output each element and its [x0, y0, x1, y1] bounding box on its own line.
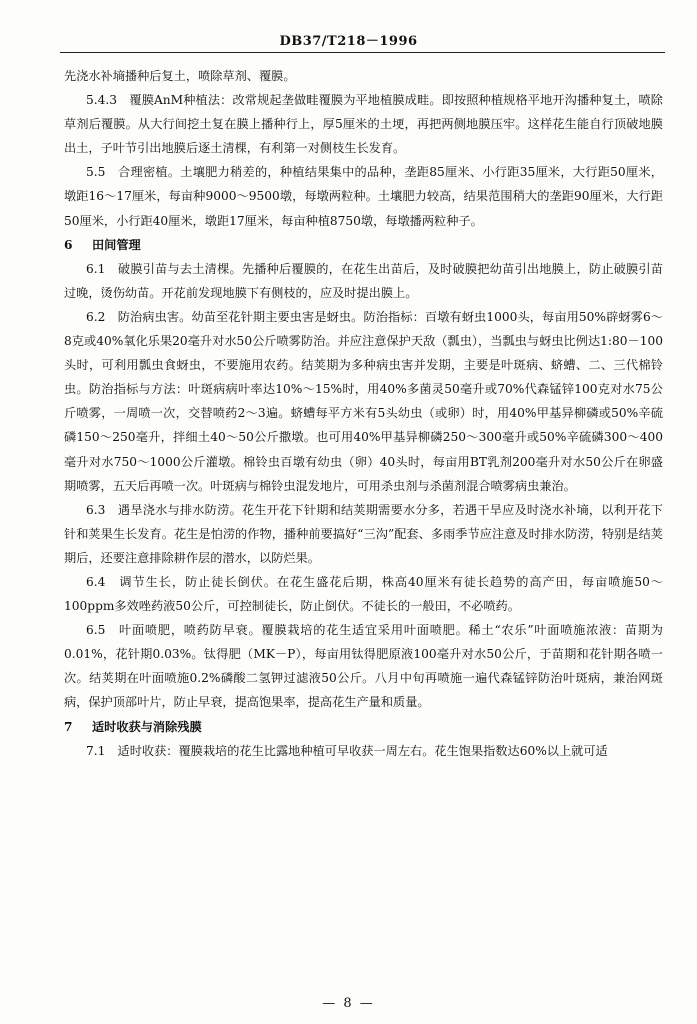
paragraph-5-4-3: 5.4.3 覆膜AnM种植法：改常规起垄做畦覆膜为平地植膜成畦。即按照种植规格平地开沟播种复土，喷除草剂后覆膜。从大行间挖土复在膜上播种行上，厚5厘米的土埂，再把两侧地膜压牢。这样花生能自行顶破地膜出土，子叶节引出地膜后逐土清棵，有利第一对侧枝生长发育。 [64, 93, 663, 156]
paragraph-6-5: 6.5 叶面喷肥，喷药防早衰。覆膜栽培的花生适宜采用叶面喷肥。稀土“农乐”叶面喷施浓液：苗期为0.01%，花针期0.03%。钛得肥（MK－P），每亩用钛得肥原液100毫升对水50公斤，于苗期和花针期各喷一次。结荚期在叶面喷施0.2%磷酸二氢钾过滤液50公斤。八月中旬再喷施一遍代森锰锌防治叶斑病，兼治网斑病，保护顶部叶片，防止早衰，提高饱果率，提高花生产量和质量。 [64, 623, 663, 710]
document-body [64, 64, 663, 763]
paragraph-7-1: 7.1 适时收获：覆膜栽培的花生比露地种植可早收获一周左右。花生饱果指数达60%以上就可适 [85, 743, 608, 758]
section-number: 6 [64, 237, 73, 252]
section-heading-6 [64, 233, 663, 257]
header-rule [60, 52, 665, 53]
paragraph-6-3: 6.3 遇旱浇水与排水防涝。花生开花下针期和结荚期需要水分多，若遇干旱应及时浇水补墒，以利开花下针和荚果生长发育。花生是怕涝的作物，播种前要搞好“三沟”配套、多雨季节应注意及时排水防涝，特别是结荚期后，还要注意排除耕作层的潜水，以防烂果。 [64, 502, 663, 565]
page-number: — 8 — [322, 996, 375, 1011]
standard-code-header: DB37/T218－1996 [279, 34, 418, 49]
paragraph-5-5: 5.5 合理密植。土壤肥力稍差的，种植结果集中的品种，垄距85厘米、小行距35厘米，大行距50厘米，墩距16～17厘米，每亩种9000～9500墩，每墩两粒种。土壤肥力较高，结果范围稍大的垄距90厘米，大行距50厘米，小行距40厘米，墩距17厘米，每亩种植8750墩，每墩播两粒种子。 [64, 165, 663, 228]
section-title: 田间管理 [92, 237, 141, 252]
paragraph-6-1: 6.1 破膜引苗与去土清棵。先播种后覆膜的，在花生出苗后，及时破膜把幼苗引出地膜上，防止破膜引苗过晚，烫伤幼苗。开花前发现地膜下有侧枝的，应及时提出膜上。 [64, 261, 663, 300]
paragraph-6-4: 6.4 调节生长，防止徒长倒伏。在花生盛花后期，株高40厘米有徒长趋势的高产田，每亩喷施50～100ppm多效唑药液50公斤，可控制徒长，防止倒伏。不徒长的一般田，不必喷药。 [64, 574, 663, 614]
section-number: 7 [64, 719, 73, 734]
section-title: 适时收获与消除残膜 [92, 719, 202, 734]
paragraph-6-2: 6.2 防治病虫害。幼苗至花针期主要虫害是蚜虫。防治指标：百墩有蚜虫1000头，每亩用50%辟蚜雾6～8克或40%氧化乐果20毫升对水50公斤喷雾防治。并应注意保护天敌（瓢虫），当瓢虫与蚜虫比例达1:80－100头时，可利用瓢虫食蚜虫，不要施用农药。结荚期为多种病虫害并发期，主要是叶斑病、蛴螬、二、三代棉铃虫。防治指标与方法：叶斑病病叶率达10%～15%时，用40%多菌灵50毫升或70%代森锰锌100克对水75公斤喷雾，一周喷一次，交替喷药2～3遍。蛴螬每平方米有5头幼虫（或卵）时，用40%甲基异柳磷或50%辛硫磷150～250毫升，拌细土40～50公斤撒墩。也可用40%甲基异柳磷250～300毫升或50%辛硫磷300～400毫升对水750～1000公斤灌墩。棉铃虫百墩有幼虫（卵）40头时，每亩用BT乳剂200毫升对水50公斤在卵盛期喷雾，五天后再喷一次。叶斑病与棉铃虫混发地片，可用杀虫剂与杀菌剂混合喷雾病虫兼治。 [64, 309, 663, 493]
paragraph-continuation: 先浇水补墒播种后复土，喷除草剂、覆膜。 [64, 69, 296, 83]
section-heading-7 [64, 715, 663, 739]
